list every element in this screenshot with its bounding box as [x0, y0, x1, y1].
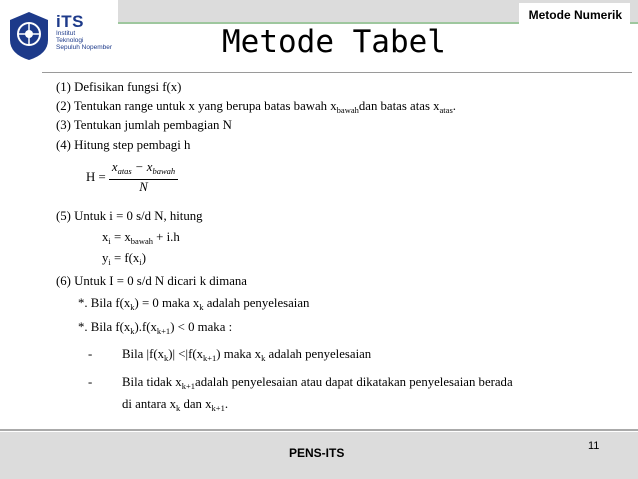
step-3: (3) Tentukan jumlah pembagian N	[56, 118, 232, 132]
text: adalah penyelesaian	[265, 347, 372, 361]
step-4: (4) Hitung step pembagi h	[56, 138, 191, 152]
text: Bila |f(x	[122, 347, 165, 361]
subscript: k+1	[156, 326, 171, 336]
subscript: k+1	[211, 403, 225, 413]
subscript: k+1	[181, 381, 196, 391]
step-2-subscript: atas	[439, 105, 453, 115]
formula-subscript: bawah	[152, 166, 176, 176]
text: = f(x	[110, 251, 140, 265]
text: + i.h	[152, 230, 180, 244]
subscript: k	[164, 353, 169, 363]
step-2-text: .	[452, 99, 456, 113]
formula-lhs: H =	[86, 170, 106, 184]
step-6-case-2	[78, 318, 232, 340]
formula-fraction	[109, 160, 178, 195]
text: adalah penyelesaian atau dapat dikatakan penyelesaian berada	[195, 375, 513, 389]
subscript: k	[130, 326, 135, 336]
subscript: i	[108, 236, 111, 246]
its-logo	[6, 8, 114, 66]
step-5: (5) Untuk i = 0 s/d N, hitung	[56, 209, 203, 223]
formula-denominator: N	[139, 180, 148, 194]
subscript: i	[139, 257, 142, 267]
text: ).f(x	[134, 320, 157, 334]
text: adalah penyelesaian	[203, 296, 310, 310]
formula-var: x	[111, 160, 118, 174]
dash-marker: -	[88, 375, 93, 389]
text: ) maka x	[216, 347, 262, 361]
formula-subscript: atas	[117, 166, 132, 176]
step-formula	[86, 160, 178, 195]
subscript: k	[261, 353, 266, 363]
text: Bila tidak x	[122, 375, 182, 389]
step-1: (1) Defisikan fungsi f(x)	[56, 80, 182, 94]
step-2-subscript: bawah	[336, 105, 359, 115]
its-seal-icon	[6, 10, 52, 62]
page-number: 11	[588, 440, 600, 452]
text: )	[141, 251, 146, 265]
logo-wordmark: iTS	[56, 12, 84, 31]
step-5-y	[102, 249, 146, 271]
step-6-case-1	[78, 294, 309, 316]
step-6-subcase-1	[122, 345, 371, 367]
logo-subtext: Institut Teknologi Sepuluh Nopember	[56, 30, 113, 51]
step-6: (6) Untuk I = 0 s/d N dicari k dimana	[56, 274, 247, 288]
text: x	[102, 230, 109, 244]
text: dan x	[180, 397, 212, 411]
text: *. Bila f(x	[78, 320, 131, 334]
step-6-subcase-2	[122, 373, 513, 395]
step-6-subcase-2-cont	[122, 395, 228, 417]
subscript: k+1	[203, 353, 217, 363]
formula-var: − x	[131, 160, 153, 174]
subscript: k	[199, 302, 204, 312]
footer-institution: PENS-ITS	[289, 446, 345, 460]
text: y	[102, 251, 109, 265]
subscript: k	[130, 302, 135, 312]
subscript: i	[108, 257, 111, 267]
text: ) = 0 maka x	[134, 296, 200, 310]
subscript: k	[176, 403, 181, 413]
text: .	[224, 397, 229, 411]
slide-title: Metode Tabel	[222, 24, 446, 60]
text: *. Bila f(x	[78, 296, 131, 310]
text: di antara x	[122, 397, 177, 411]
text: = x	[110, 230, 131, 244]
text: ) < 0 maka :	[170, 320, 233, 334]
step-2-text: (2) Tentukan range untuk x yang berupa batas bawah x	[56, 99, 337, 113]
title-divider	[42, 72, 632, 73]
text: )| <|f(x	[168, 347, 203, 361]
subscript: bawah	[130, 236, 153, 246]
course-label: Metode Numerik	[519, 3, 630, 34]
dash-marker: -	[88, 347, 93, 361]
step-5-x	[102, 228, 180, 250]
step-2-text: dan batas atas x	[358, 99, 440, 113]
footer-divider	[0, 429, 638, 431]
formula-numerator	[109, 160, 178, 180]
